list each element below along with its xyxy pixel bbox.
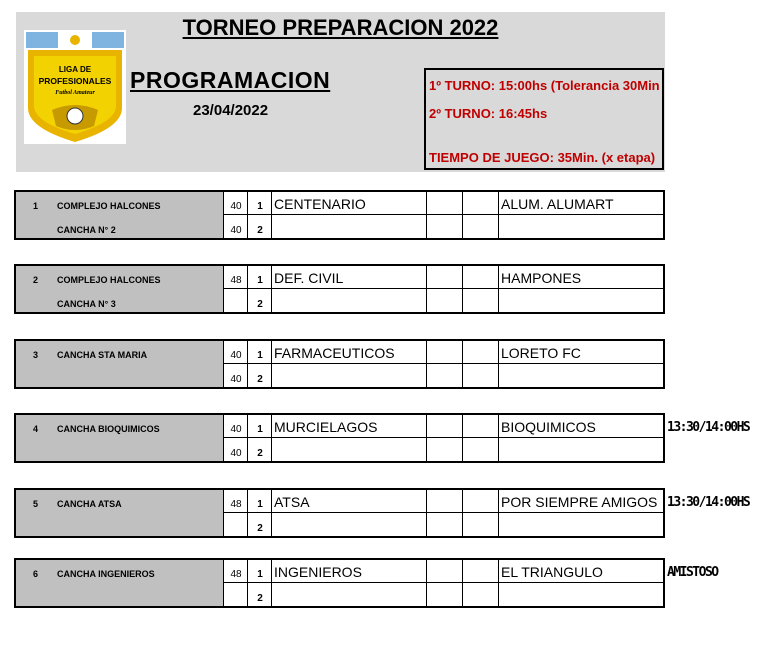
capacity-2: 40 xyxy=(230,225,242,236)
away-team: ALUM. ALUMART xyxy=(501,196,614,212)
match-block xyxy=(14,264,665,314)
home-team: FARMACEUTICOS xyxy=(274,345,395,361)
match-note: AMISTOSO xyxy=(667,565,718,580)
page-title: TORNEO PREPARACION 2022 xyxy=(182,15,499,40)
schedule-date: 23/04/2022 xyxy=(193,102,269,119)
turno-2: 2º TURNO: 16:45hs xyxy=(429,106,548,121)
venue-name: CANCHA INGENIEROS xyxy=(57,569,155,579)
venue-cell xyxy=(16,266,223,312)
round-2: 2 xyxy=(257,299,263,310)
round-2: 2 xyxy=(257,593,263,604)
home-team: ATSA xyxy=(274,494,310,510)
match-number: 6 xyxy=(33,569,39,579)
logo-text-liga: LIGA DE xyxy=(58,65,92,74)
venue-name: CANCHA STA MARIA xyxy=(57,350,148,360)
tiempo-de-juego: TIEMPO DE JUEGO: 35Min. (x etapa) xyxy=(429,150,656,165)
capacity-1: 40 xyxy=(230,424,242,435)
turno-1: 1º TURNO: 15:00hs (Tolerancia 30Min xyxy=(429,78,660,93)
logo-text-profesionales: PROFESIONALES xyxy=(38,76,112,86)
capacity-1: 48 xyxy=(230,569,242,580)
venue-cell xyxy=(16,341,223,387)
match-note: 13:30/14:00HS xyxy=(667,495,750,510)
capacity-1: 48 xyxy=(230,499,242,510)
round-1: 1 xyxy=(257,350,263,361)
match-block xyxy=(14,488,665,538)
round-2: 2 xyxy=(257,225,263,236)
league-logo xyxy=(24,30,126,144)
programacion-heading: PROGRAMACION xyxy=(130,67,331,93)
away-team: HAMPONES xyxy=(501,270,582,286)
match-number: 1 xyxy=(33,201,39,211)
away-team: POR SIEMPRE AMIGOS xyxy=(501,494,658,510)
capacity-2: 40 xyxy=(230,374,242,385)
match-block xyxy=(14,558,665,608)
turnos-box xyxy=(424,68,664,170)
match-number: 4 xyxy=(33,424,39,434)
home-team: INGENIEROS xyxy=(274,564,362,580)
match-number: 5 xyxy=(33,499,39,509)
capacity-1: 40 xyxy=(230,350,242,361)
venue-cell xyxy=(16,560,223,606)
venue-name: COMPLEJO HALCONES xyxy=(57,275,161,285)
match-block xyxy=(14,339,665,389)
round-1: 1 xyxy=(257,275,263,286)
match-block xyxy=(14,413,665,463)
match-note: 13:30/14:00HS xyxy=(667,420,750,435)
venue-cancha: CANCHA N° 3 xyxy=(57,299,116,309)
round-2: 2 xyxy=(257,448,263,459)
away-team: BIOQUIMICOS xyxy=(501,419,596,435)
capacity-1: 48 xyxy=(230,275,242,286)
away-team: EL TRIANGULO xyxy=(501,564,603,580)
home-team: CENTENARIO xyxy=(274,196,366,212)
home-team: MURCIELAGOS xyxy=(274,419,378,435)
capacity-2: 40 xyxy=(230,448,242,459)
venue-cell xyxy=(16,415,223,461)
round-1: 1 xyxy=(257,201,263,212)
capacity-1: 40 xyxy=(230,201,242,212)
round-1: 1 xyxy=(257,499,263,510)
venue-cancha: CANCHA N° 2 xyxy=(57,225,116,235)
venue-cell xyxy=(16,490,223,536)
round-2: 2 xyxy=(257,374,263,385)
venue-name: COMPLEJO HALCONES xyxy=(57,201,161,211)
round-1: 1 xyxy=(257,569,263,580)
venue-cell xyxy=(16,192,223,238)
round-1: 1 xyxy=(257,424,263,435)
home-team: DEF. CIVIL xyxy=(274,270,344,286)
match-block xyxy=(14,190,665,240)
venue-name: CANCHA BIOQUIMICOS xyxy=(57,424,160,434)
round-2: 2 xyxy=(257,523,263,534)
match-number: 2 xyxy=(33,275,39,285)
logo-text-futbol: Futbol Amateur xyxy=(55,90,95,96)
away-team: LORETO FC xyxy=(501,345,581,361)
match-number: 3 xyxy=(33,350,39,360)
venue-name: CANCHA ATSA xyxy=(57,499,122,509)
